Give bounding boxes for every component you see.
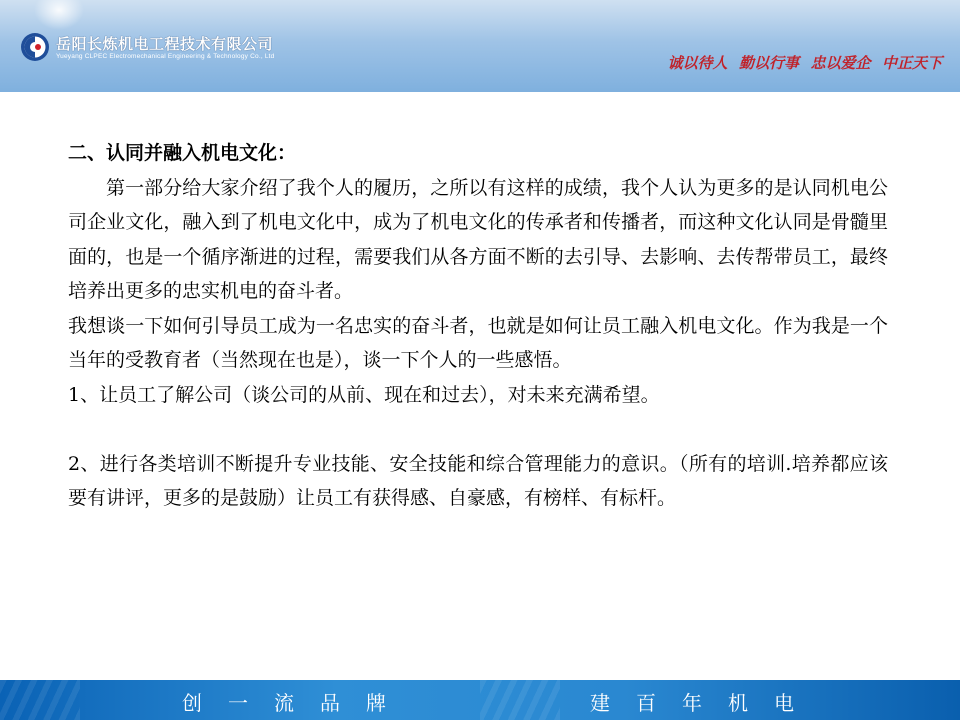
footer-banner (0, 680, 960, 720)
slogan-item: 勤以行事 (738, 54, 799, 72)
motto-right: 建百年机电 (590, 691, 820, 715)
spacer (68, 412, 888, 447)
paragraph: 我想谈一下如何引导员工成为一名忠实的奋斗者，也就是如何让员工融入机电文化。作为我是一个当年的受教育者（当然现在也是），谈一下个人的一些感悟。 (68, 314, 888, 371)
paragraph: 第一部分给大家介绍了我个人的履历，之所以有这样的成绩，我个人认为更多的是认同机电公司企业文化，融入到了机电文化中，成为了机电文化的传承者和传播者，而这种文化认同是骨髓里面的，也是一个循序渐进的过程，需要我们从各方面不断的去引导、去影响、去传帮带员工，最终培养出更多的忠实机电的奋斗者。 (68, 176, 888, 302)
section-heading: 二、认同并融入机电文化： (68, 142, 297, 164)
slogan-item: 诚以待人 (667, 54, 728, 72)
slogan-item: 中正天下 (881, 54, 942, 72)
header-glow (34, 0, 84, 30)
company-english-name: Yueyang CLPEC Electromechanical Engineering & Technology Co., Ltd (56, 53, 275, 60)
slide-body (68, 136, 888, 516)
motto-left: 创一流品牌 (182, 691, 412, 715)
list-item: 2、进行各类培训不断提升专业技能、安全技能和综合管理能力的意识。（所有的培训.培养都应该要有讲评，更多的是鼓励）让员工有获得感、自豪感，有榜样、有标杆。 (68, 452, 888, 509)
company-name: 岳阳长炼机电工程技术有限公司 (56, 35, 274, 53)
header-banner (0, 0, 960, 92)
footer-stripe (0, 680, 80, 720)
company-slogan (659, 52, 942, 73)
company-logo-icon (20, 32, 50, 62)
slogan-item: 忠以爱企 (810, 54, 871, 72)
list-item: 1、让员工了解公司（谈公司的从前、现在和过去），对未来充满希望。 (68, 383, 660, 406)
footer-stripe (480, 680, 560, 720)
